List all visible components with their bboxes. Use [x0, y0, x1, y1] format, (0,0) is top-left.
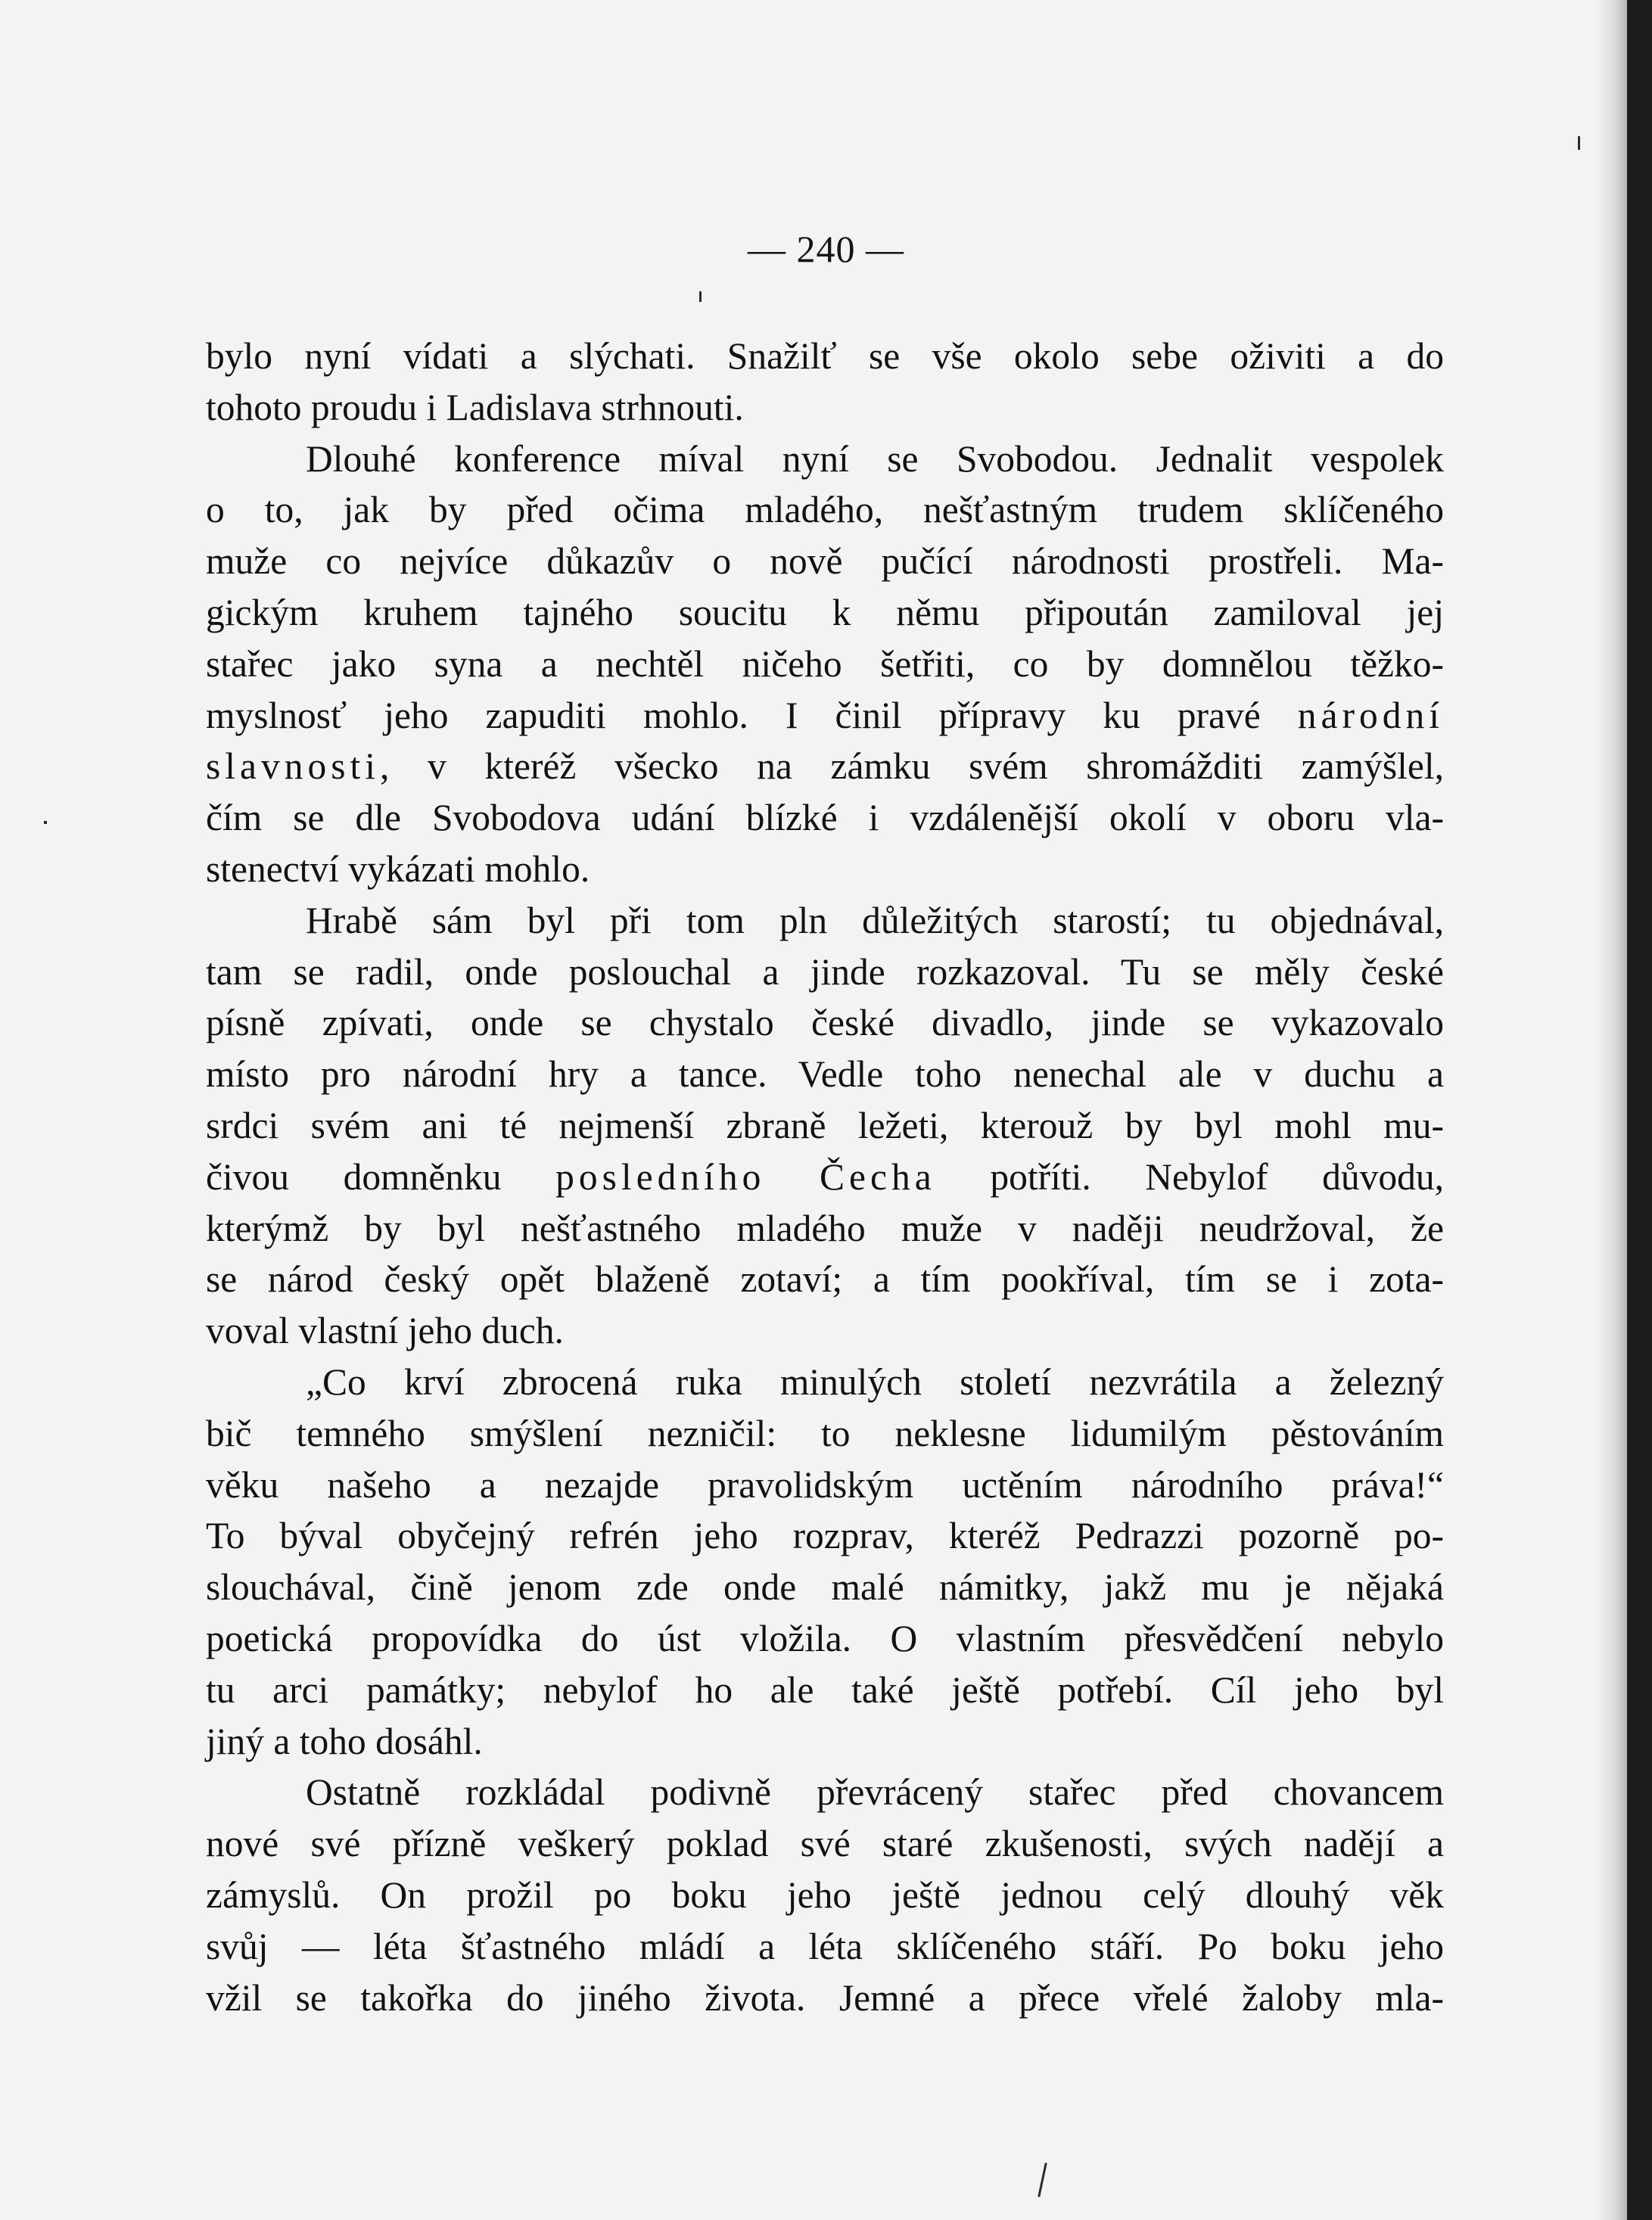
text-line: bylo nyní vídati a slýchati. Snažilť se vše okolo sebe oživiti a do: [206, 335, 1444, 377]
spaced-emphasis: posledního: [555, 1155, 766, 1198]
text-line: stařec jako syna a nechtěl ničeho šetřiti, co by domnělou těžko-: [206, 642, 1444, 685]
paragraph-2: [206, 434, 1444, 895]
text-line: bič temného smýšlení nezničil: to neklesne lidumilým pěstováním: [206, 1412, 1444, 1454]
page-edge-shadow: [1597, 0, 1627, 2220]
text-line: Hrabě sám byl při tom pln důležitých starostí; tu objednával,: [306, 899, 1444, 941]
text-line: [206, 1152, 1444, 1203]
text-line: voval vlastní jeho duch.: [206, 1310, 564, 1352]
text-line: [206, 741, 1444, 792]
text-line: místo pro národní hry a tance. Vedle toho nenechal ale v duchu a: [206, 1053, 1444, 1096]
text-fragment: myslnosť jeho zapuditi mohlo. I činil přípravy ku pravé: [206, 694, 1298, 736]
text-line: Dlouhé konference míval nyní se Svobodou. Jednalit vespolek: [306, 437, 1444, 480]
text-line: nové své přízně veškerý poklad své staré zkušenosti, svých nadějí a: [206, 1823, 1444, 1865]
text-line: písně zpívati, onde se chystalo české divadlo, jinde se vykazovalo: [206, 1002, 1444, 1044]
text-fragment: , v kteréž všecko na zámku svém shromážditi zamýšlel,: [380, 745, 1444, 788]
text-fragment: potříti. Nebylof důvodu,: [935, 1155, 1444, 1198]
scan-speck: [44, 821, 47, 824]
text-line: zámyslů. On prožil po boku jeho ještě jednou celý dlouhý věk: [206, 1873, 1444, 1916]
text-fragment: [765, 1156, 820, 1198]
scan-speck: [1578, 136, 1580, 150]
paragraph-3: [206, 895, 1444, 1357]
paragraph-1: [206, 331, 1444, 434]
text-line: poetická propovídka do úst vložila. O vlastním přesvědčení nebylo: [206, 1617, 1444, 1659]
paragraph-4: [206, 1357, 1444, 1767]
text-line: vžil se takořka do jiného života. Jemné a přece vřelé žaloby mla-: [206, 1976, 1444, 2019]
text-line: tohoto proudu i Ladislava strhnouti.: [206, 386, 744, 428]
scan-speck: [699, 291, 702, 302]
text-line: [206, 690, 1444, 742]
text-fragment: čivou domněnku: [206, 1155, 556, 1198]
text-line: se národ český opět blaženě zotaví; a tím pookříval, tím se i zota-: [206, 1258, 1444, 1301]
text-line: slouchával, čině jenom zde onde malé námitky, jakž mu je nějaká: [206, 1566, 1444, 1609]
text-line: čím se dle Svobodova udání blízké i vzdálenější okolí v oboru vla-: [206, 797, 1444, 839]
text-line: srdci svém ani té nejmenší zbraně ležeti, kterouž by byl mohl mu-: [206, 1104, 1444, 1146]
text-line: gickým kruhem tajného soucitu k němu připoután zamiloval jej: [206, 591, 1444, 633]
text-line: „Co krví zbrocená ruka minulých století nezvrátila a železný: [306, 1360, 1444, 1403]
page-number: — 240 —: [748, 228, 904, 270]
text-line: věku našeho a nezajde pravolidským uctěním národního práva!“: [206, 1463, 1444, 1506]
text-line: stenectví vykázati mohlo.: [206, 847, 590, 890]
text-line: muže co nejvíce důkazův o nově pučící národnosti prostřeli. Ma-: [206, 540, 1444, 583]
text-line: tu arci památky; nebylof ho ale také ještě potřebí. Cíl jeho byl: [206, 1668, 1444, 1711]
paragraph-5: [206, 1767, 1444, 2023]
text-line: To býval obyčejný refrén jeho rozprav, kteréž Pedrazzi pozorně po-: [206, 1515, 1444, 1557]
text-line: Ostatně rozkládal podivně převrácený stařec před chovancem: [306, 1771, 1444, 1814]
text-line: jiný a toho dosáhl.: [206, 1720, 483, 1762]
text-line: svůj — léta šťastného mládí a léta sklíčeného stáří. Po boku jeho: [206, 1925, 1444, 1967]
text-line: tam se radil, onde poslouchal a jinde rozkazoval. Tu se měly české: [206, 950, 1444, 993]
body-text: [206, 331, 1444, 2023]
text-line: o to, jak by před očima mladého, nešťastným trudem sklíčeného: [206, 489, 1444, 531]
spaced-emphasis: národní: [1297, 694, 1444, 736]
spaced-emphasis: slavnosti: [206, 745, 381, 788]
text-line: kterýmž by byl nešťastného mladého muže v naději neudržoval, že: [206, 1207, 1444, 1249]
spaced-emphasis: Čecha: [820, 1155, 936, 1198]
